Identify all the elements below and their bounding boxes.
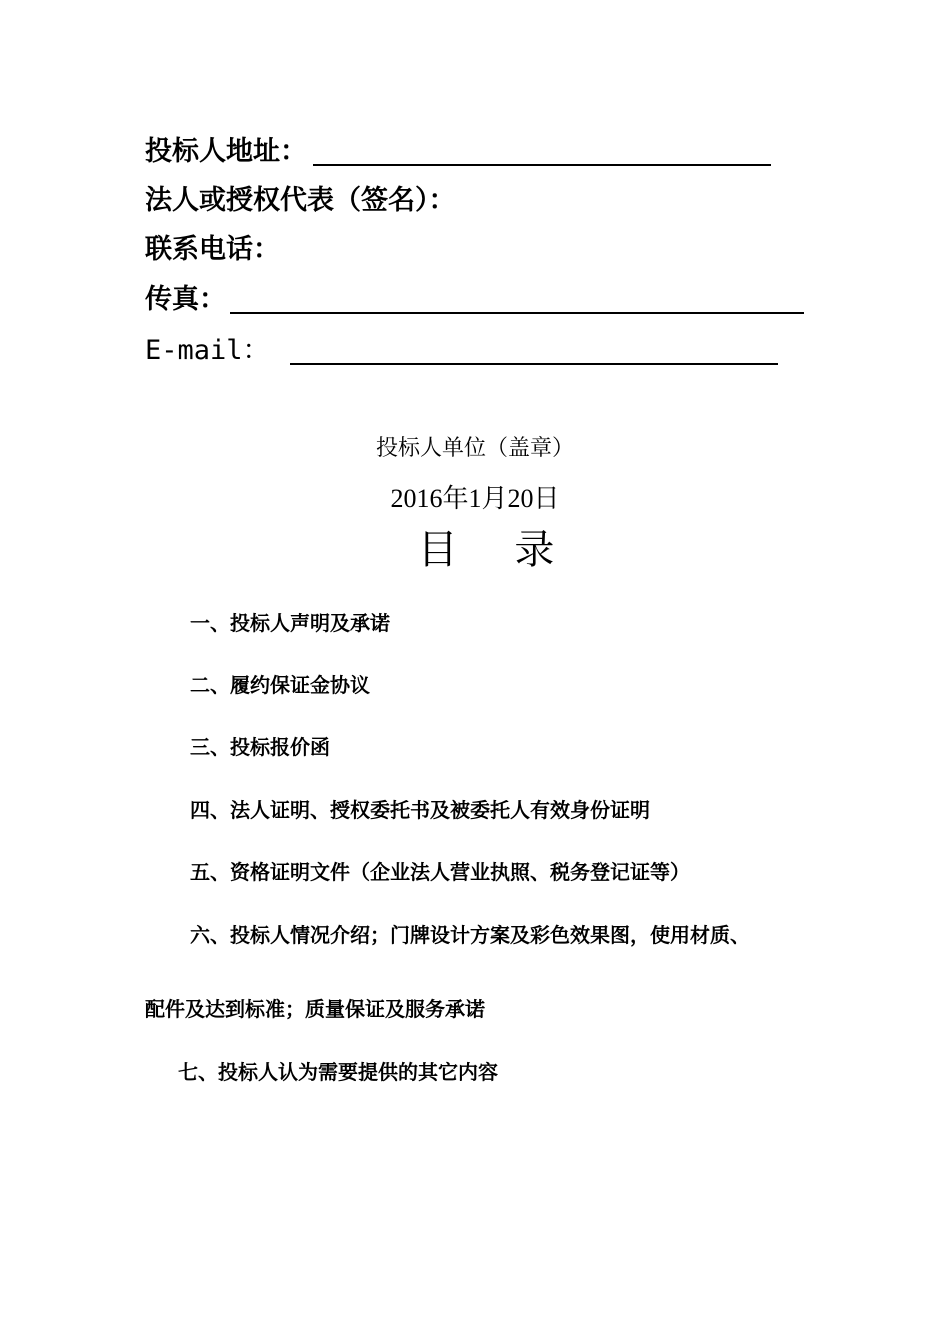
phone-field xyxy=(145,232,280,268)
fax-label: 传真： xyxy=(145,284,226,315)
fax-blank-line xyxy=(230,284,804,314)
toc-item: 六、投标人情况介绍；门牌设计方案及彩色效果图，使用材质、 xyxy=(190,923,750,947)
address-label: 投标人地址： xyxy=(145,136,307,167)
toc-title: 目 录 xyxy=(417,527,577,573)
email-blank-line xyxy=(290,335,778,365)
toc-item: 一、投标人声明及承诺 xyxy=(190,611,390,635)
address-blank-line xyxy=(313,136,771,166)
toc-item: 五、资格证明文件（企业法人营业执照、税务登记证等） xyxy=(190,860,690,884)
toc-item: 四、法人证明、授权委托书及被委托人有效身份证明 xyxy=(190,798,650,822)
phone-label: 联系电话： xyxy=(145,234,280,265)
toc-item: 七、投标人认为需要提供的其它内容 xyxy=(178,1060,498,1084)
toc-item: 三、投标报价函 xyxy=(190,735,330,759)
signature-date: 2016年1月20日 xyxy=(390,484,560,513)
fax-field xyxy=(145,282,804,318)
toc-item: 二、履约保证金协议 xyxy=(190,673,370,697)
representative-label: 法人或授权代表（签名）： xyxy=(145,185,456,216)
toc-item-continuation: 配件及达到标准；质量保证及服务承诺 xyxy=(145,997,485,1021)
address-field xyxy=(145,134,771,170)
representative-field xyxy=(145,183,456,219)
email-field xyxy=(145,333,778,369)
bidder-seal-label: 投标人单位（盖章） xyxy=(375,436,574,461)
email-label: E-mail： xyxy=(145,335,270,366)
